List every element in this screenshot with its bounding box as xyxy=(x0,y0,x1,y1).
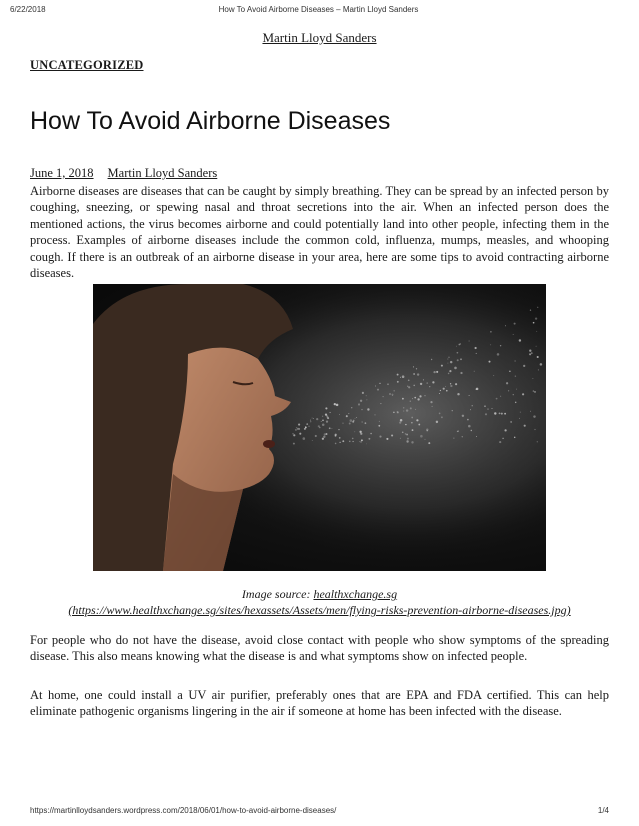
print-footer xyxy=(30,806,609,818)
paragraph-avoid-contact: For people who do not have the disease, avoid close contact with people who show symptoms of the spreading disease. This also means knowing what the disease is and what symptoms show on infected people. xyxy=(30,633,609,664)
caption-source-link[interactable]: healthxchange.sg xyxy=(313,587,398,601)
category-link[interactable]: UNCATEGORIZED xyxy=(30,58,144,72)
print-date: 6/22/2018 xyxy=(10,5,46,14)
caption-prefix: Image source: xyxy=(241,587,314,601)
paragraph-air-purifier: At home, one could install a UV air purifier, preferably ones that are EPA and FDA certified. This can help eliminate pathogenic organisms lingering in the air if someone at home has been infected with the disease. xyxy=(30,688,609,719)
image-caption xyxy=(60,586,579,618)
page-number: 1/4 xyxy=(597,806,609,815)
site-title-link[interactable]: Martin Lloyd Sanders xyxy=(262,30,377,45)
post-meta xyxy=(30,166,217,181)
print-url: https://martinlloydsanders.wordpress.com/2018/06/01/how-to-avoid-airborne-diseases/ xyxy=(30,806,337,815)
post-title: How To Avoid Airborne Diseases xyxy=(30,107,391,135)
print-header xyxy=(10,5,627,17)
sneeze-illustration xyxy=(93,284,546,571)
paragraph-intro: Airborne diseases are diseases that can be caught by simply breathing. They can be spread by an infected person by coughing, sneezing, or spewing nasal and throat secretions into the air. When an infected person does the mentioned actions, the virus becomes airborne and could potentially land into other people, infecting them in the process. Examples of airborne diseases include the common cold, influenza, mumps, measles, and whooping cough. If there is an outbreak of an airborne disease in your area, here are some tips to avoid contracting airborne diseases. xyxy=(30,184,609,281)
caption-url-link[interactable]: (https://www.healthxchange.sg/sites/hexassets/Assets/men/flying-risks-prevention-airborne-diseases.jpg) xyxy=(68,603,571,617)
print-page-title: How To Avoid Airborne Diseases – Martin Lloyd Sanders xyxy=(218,5,419,14)
post-image xyxy=(93,284,546,571)
mouth xyxy=(263,440,275,448)
post-date-link[interactable]: June 1, 2018 xyxy=(30,166,94,180)
caption-line xyxy=(60,586,579,602)
author-link[interactable]: Martin Lloyd Sanders xyxy=(107,166,218,180)
